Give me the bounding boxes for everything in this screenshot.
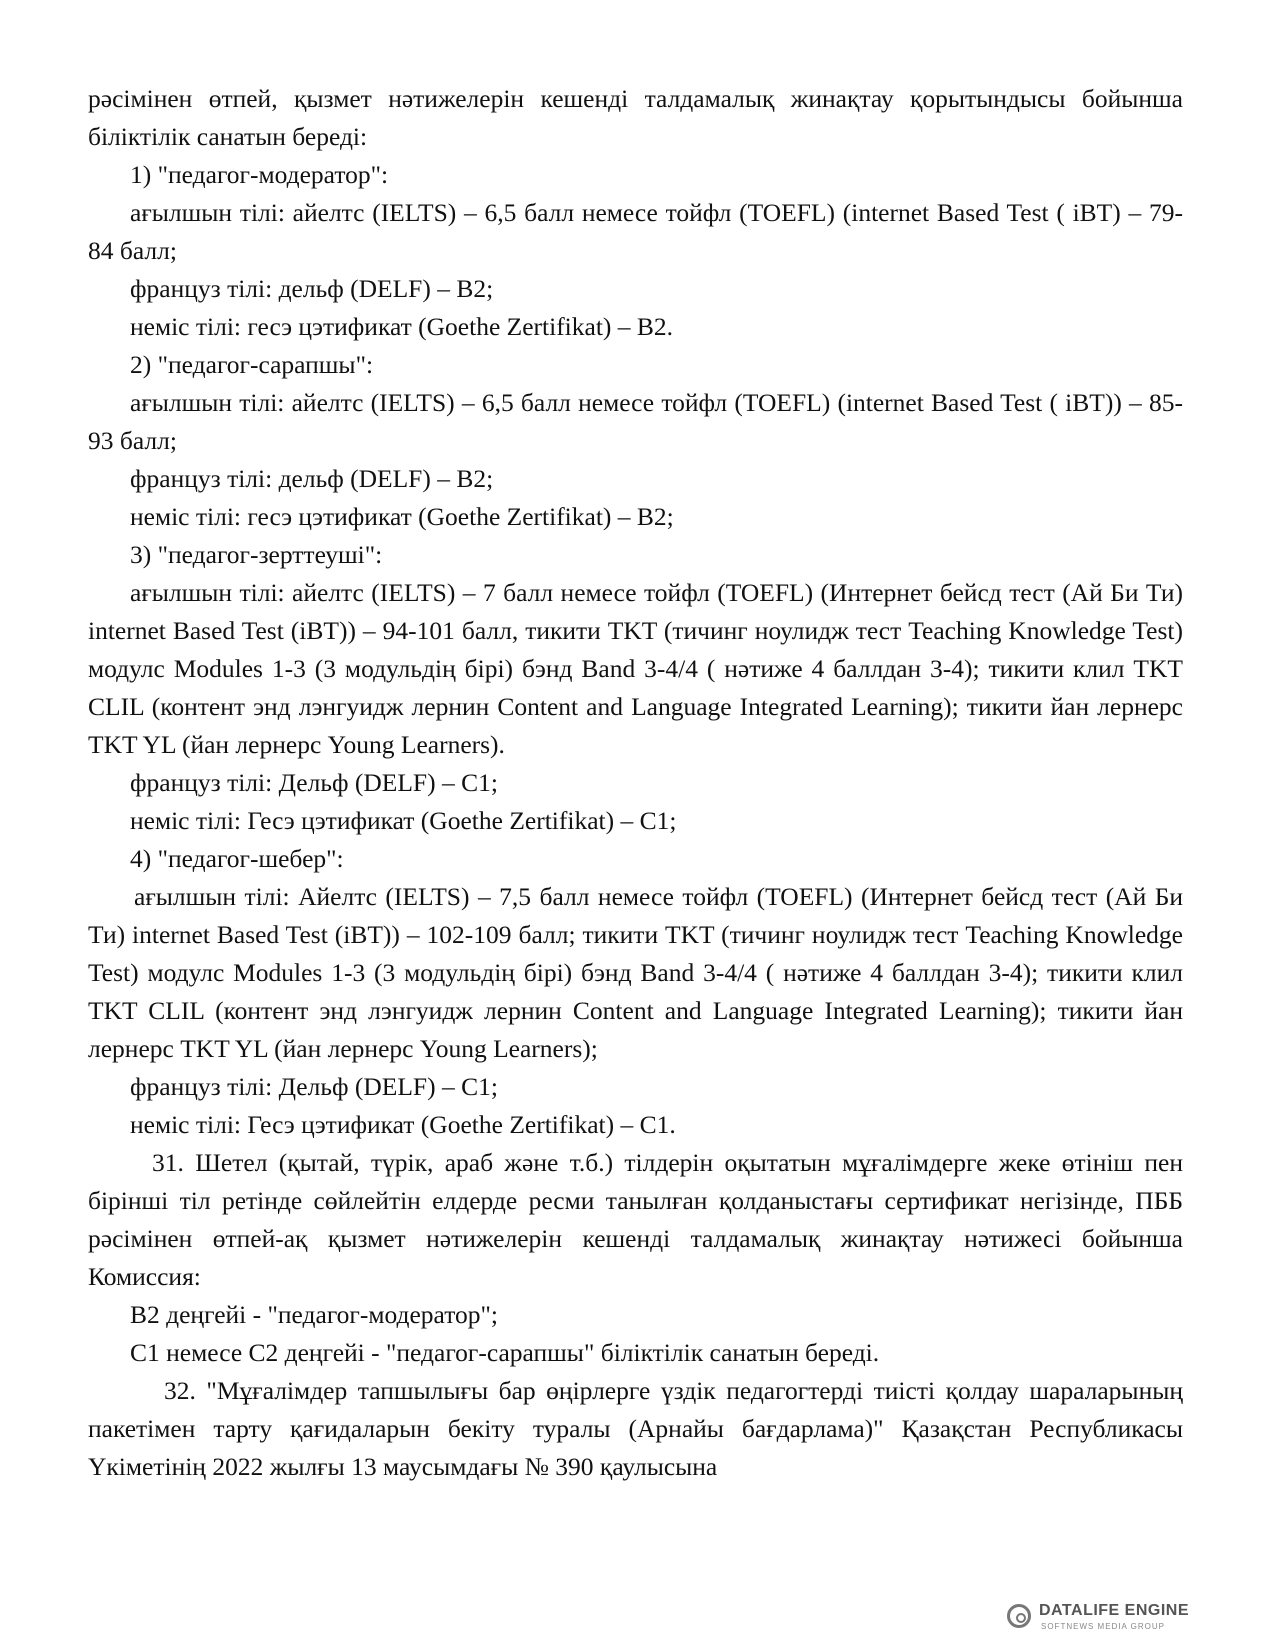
paragraph-item-3-english: ағылшын тілі: айелтс (IELTS) – 7 балл немесе тойфл (TOEFL) (Интернет бейсд тест (Ай Би Ти) internet Based Test (iBT)) – 94-101 балл, тикити TKT (тичинг ноулидж тест Teaching Knowledge Test) модулс Modules 1-3 (3 модульдің бірі) бэнд Band 3-4/4 ( нәтиже 4 баллдан 3-4); тикити клил TKT CLIL (контент энд лэнгуидж лернин Content and Language Integrated Learning); тикити йан лернерс TKT YL (йан лернерс Young Learners). bbox=[88, 578, 1183, 759]
paragraph-item-4-heading: 4) "педагог-шебер": bbox=[130, 844, 344, 873]
paragraph-item-2-german: неміс тілі: гесэ цэтификат (Goethe Zertifikat) – B2; bbox=[130, 502, 674, 531]
paragraph-intro: рәсімінен өтпей, қызмет нәтижелерін кешенді талдамалық жинақтау қорытындысы бойынша біліктілік санатын береді: bbox=[88, 84, 1183, 151]
watermark bbox=[1007, 1602, 1190, 1638]
datalife-logo-icon bbox=[1007, 1604, 1031, 1628]
paragraph-item-4-english: ағылшын тілі: Айелтс (IELTS) – 7,5 балл немесе тойфл (TOEFL) (Интернет бейсд тест (Ай Би Ти) internet Based Test (iBT)) – 102-109 балл; тикити TKT (тичинг ноулидж тест Teaching Knowledge Test) модулс Modules 1-3 (3 модульдің бірі) бэнд Band 3-4/4 ( нәтиже 4 баллдан 3-4); тикити клил TKT CLIL (контент энд лэнгуидж лернин Content and Language Integrated Learning); тикити йан лернерс TKT YL (йан лернерс Young Learners); bbox=[88, 882, 1183, 1063]
paragraph-item-1-german: неміс тілі: гесэ цэтификат (Goethe Zertifikat) – B2. bbox=[130, 312, 674, 341]
paragraph-item-1-heading: 1) "педагог-модератор": bbox=[130, 160, 389, 189]
paragraph-item-1-english: ағылшын тілі: айелтс (IELTS) – 6,5 балл немесе тойфл (TOEFL) (internet Based Test ( iBT) – 79-84 балл; bbox=[88, 198, 1183, 265]
paragraph-item-1-french: француз тілі: дельф (DELF) – B2; bbox=[130, 274, 494, 303]
paragraph-clause-31: 31. Шетел (қытай, түрік, араб және т.б.) тілдерін оқытатын мұғалімдерге жеке өтініш пен бірінші тіл ретінде сөйлейтін елдерде ресми танылған қолданыстағы сертификат негізінде, ПББ рәсімінен өтпей-ақ қызмет нәтижелерін кешенді талдамалық жинақтау нәтижесі бойынша Комиссия: bbox=[88, 1148, 1183, 1291]
watermark-title: DATALIFE ENGINE bbox=[1039, 1602, 1190, 1619]
paragraph-item-3-french: француз тілі: Дельф (DELF) – C1; bbox=[130, 768, 498, 797]
paragraph-clause-31-b2: B2 деңгейі - "педагог-модератор"; bbox=[130, 1300, 498, 1329]
paragraph-item-2-heading: 2) "педагог-сарапшы": bbox=[130, 350, 374, 379]
paragraph-item-3-german: неміс тілі: Гесэ цэтификат (Goethe Zertifikat) – C1; bbox=[130, 806, 677, 835]
paragraph-clause-31-c1: C1 немесе C2 деңгейі - "педагог-сарапшы" біліктілік санатын береді. bbox=[130, 1338, 880, 1367]
paragraph-item-4-german: неміс тілі: Гесэ цэтификат (Goethe Zertifikat) – C1. bbox=[130, 1110, 676, 1139]
watermark-subtitle: SOFTNEWS MEDIA GROUP bbox=[1041, 1622, 1166, 1631]
document-page bbox=[88, 80, 1183, 1486]
paragraph-item-2-french: француз тілі: дельф (DELF) – B2; bbox=[130, 464, 494, 493]
paragraph-clause-32: 32. "Мұғалімдер тапшылығы бар өңірлерге үздік педагогтерді тиісті қолдау шараларының пакетімен тарту қағидаларын бекіту туралы (Арнайы бағдарлама)" Қазақстан Республикасы Үкіметінің 2022 жылғы 13 маусымдағы № 390 қаулысына bbox=[88, 1376, 1183, 1481]
paragraph-item-2-english: ағылшын тілі: айелтс (IELTS) – 6,5 балл немесе тойфл (TOEFL) (internet Based Test ( iBT)) – 85-93 балл; bbox=[88, 388, 1183, 455]
paragraph-item-3-heading: 3) "педагог-зерттеуші": bbox=[130, 540, 383, 569]
paragraph-item-4-french: француз тілі: Дельф (DELF) – C1; bbox=[130, 1072, 498, 1101]
